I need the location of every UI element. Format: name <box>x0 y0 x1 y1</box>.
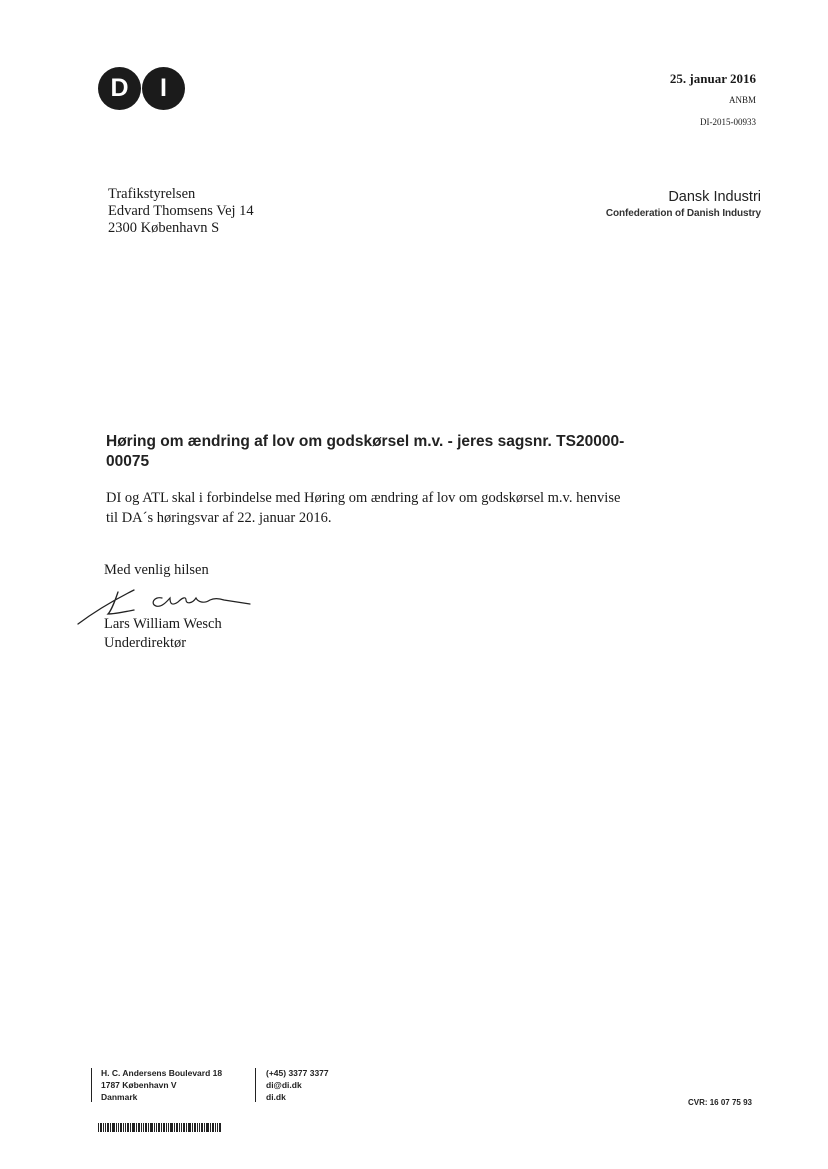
barcode-icon <box>98 1123 222 1132</box>
signer-title: Underdirektør <box>104 635 187 651</box>
letter-date: 25. januar 2016 <box>669 71 756 86</box>
author-initials: ANBM <box>728 95 756 105</box>
di-logo <box>98 67 184 111</box>
subject-line-2: 00075 <box>106 453 150 470</box>
footer-contact <box>266 1067 329 1103</box>
subject-line-1: Høring om ændring af lov om godskørsel m.v. - jeres sagsnr. TS20000- <box>106 433 625 450</box>
recipient-name: Trafikstyrelsen <box>108 186 196 202</box>
footer-cvr: CVR: 16 07 75 93 <box>687 1098 752 1107</box>
footer-country: Danmark <box>101 1092 138 1102</box>
footer-email: di@di.dk <box>266 1080 302 1090</box>
footer-postal: 1787 København V <box>101 1080 177 1090</box>
signer-block <box>104 615 222 653</box>
letter-subject <box>106 432 666 472</box>
logo-i-letter: I <box>142 67 185 110</box>
body-line-2: til DA´s høringsvar af 22. januar 2016. <box>106 510 332 526</box>
signer-name: Lars William Wesch <box>104 616 222 632</box>
footer-web: di.dk <box>266 1092 286 1102</box>
recipient-street: Edvard Thomsens Vej 14 <box>108 203 254 219</box>
closing-greeting: Med venlig hilsen <box>104 562 209 578</box>
footer-street: H. C. Andersens Boulevard 18 <box>101 1068 223 1078</box>
letter-body <box>106 488 706 528</box>
footer-phone: (+45) 3377 3377 <box>266 1068 329 1078</box>
logo-d-letter: D <box>98 67 141 110</box>
recipient-address <box>108 186 254 237</box>
recipient-city: 2300 København S <box>108 220 220 236</box>
body-line-1: DI og ATL skal i forbindelse med Høring om ændring af lov om godskørsel m.v. henvise <box>106 490 621 506</box>
organization-subtitle: Confederation of Danish Industry <box>605 208 761 219</box>
footer-divider <box>91 1068 92 1102</box>
organization-name: Dansk Industri <box>668 189 761 205</box>
sender-organization <box>606 189 761 221</box>
footer-divider <box>255 1068 256 1102</box>
case-reference: DI-2015-00933 <box>700 117 756 127</box>
footer-address <box>101 1067 222 1103</box>
